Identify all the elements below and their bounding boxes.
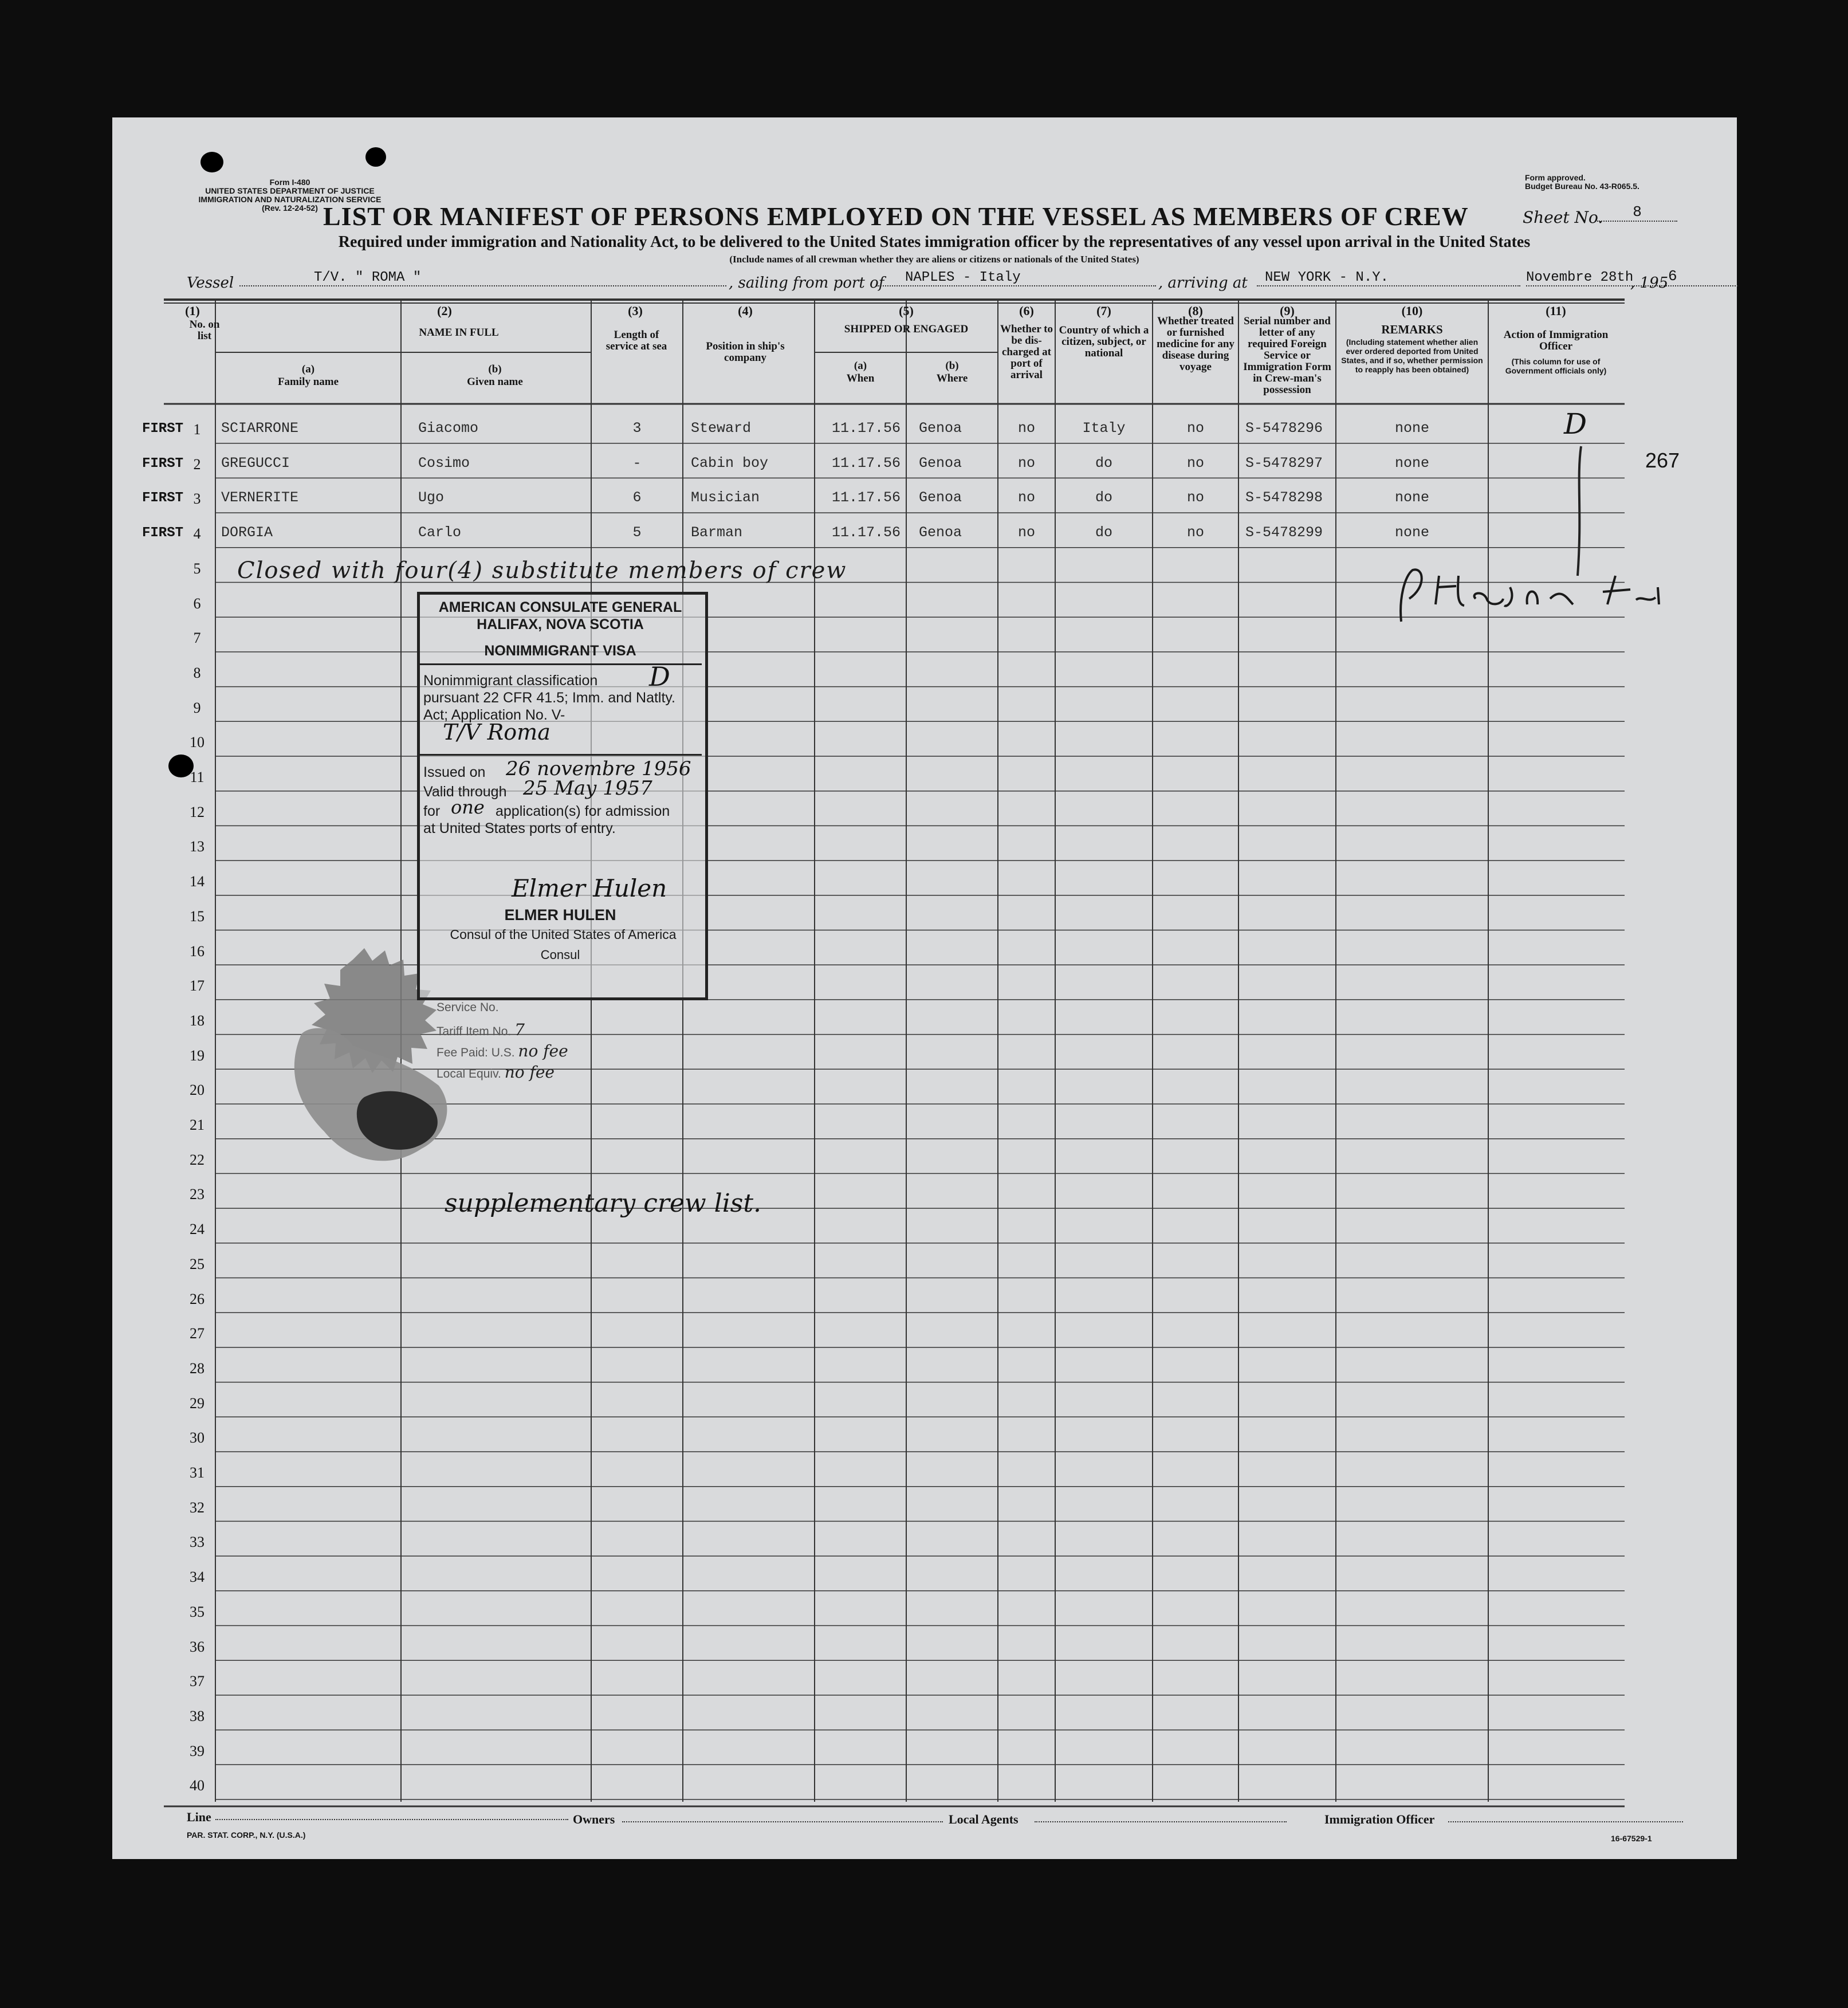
service-cell: 5 <box>632 524 642 541</box>
vessel-label: Vessel <box>187 274 234 292</box>
col8-header: Whether treated or furnished medicine for any disease during voyage <box>1157 315 1234 373</box>
footer-agents-blank <box>1035 1821 1287 1822</box>
stamp-issued-label: Issued on <box>423 764 486 780</box>
form-approval <box>1525 174 1731 191</box>
position-cell: Barman <box>691 524 743 541</box>
service-cell: 3 <box>632 420 642 437</box>
discharged-cell: no <box>1017 489 1035 506</box>
row-number: 29 <box>190 1394 205 1412</box>
arriving-at-value: NEW YORK - N.Y. <box>1265 270 1389 285</box>
col2b-header: Given name <box>467 376 523 388</box>
row-number: 32 <box>190 1499 205 1516</box>
col5b-header: Where <box>936 372 968 384</box>
note: (Include names of all crewman whether they are aliens or citizens or nationals of the United States) <box>729 254 1139 265</box>
discharged-cell: no <box>1017 524 1035 541</box>
tariff-item <box>437 1020 568 1039</box>
sailing-label: , sailing from port of <box>729 274 884 292</box>
serial-cell: S-5478299 <box>1245 524 1323 541</box>
sheet-label: Sheet No. <box>1523 208 1603 227</box>
stamp-valid: 25 May 1957 <box>523 777 652 800</box>
shipped-when-cell: 11.17.56 <box>832 524 901 541</box>
action-bracket <box>1567 444 1590 581</box>
shipped-where-cell: Genoa <box>919 420 962 437</box>
footer-agents-label: Local Agents <box>949 1812 1019 1826</box>
col2-header: NAME IN FULL <box>419 327 499 339</box>
agency-name: UNITED STATES DEPARTMENT OF JUSTICE <box>205 186 375 195</box>
stamp-for-label: for <box>423 803 441 819</box>
shipped-when-cell: 11.17.56 <box>832 454 901 471</box>
row-number: 16 <box>190 942 205 960</box>
row-number: 15 <box>190 907 205 925</box>
treated-cell: no <box>1186 489 1204 506</box>
row-number: 17 <box>190 977 205 995</box>
family-name-cell: VERNERITE <box>221 489 299 506</box>
tariff-value: 7 <box>514 1020 525 1039</box>
service-no <box>437 1001 568 1015</box>
row-number: 39 <box>190 1742 205 1759</box>
col2-number: (2) <box>437 304 452 318</box>
col6-number: (6) <box>1019 304 1034 318</box>
serial-cell: S-5478298 <box>1245 489 1323 506</box>
shipped-where-cell: Genoa <box>919 524 962 541</box>
serial-cell: S-5478296 <box>1245 420 1323 437</box>
form-revision: (Rev. 12-24-52) <box>262 203 318 213</box>
tariff-label: Tariff Item No. <box>437 1025 512 1038</box>
shipped-where-cell: Genoa <box>919 454 962 471</box>
given-name-cell: Ugo <box>418 489 445 506</box>
row-number: 12 <box>190 803 205 820</box>
position-cell: Cabin boy <box>691 454 769 471</box>
fee-value: no fee <box>518 1042 568 1060</box>
subtitle: Required under immigration and Nationality Act, to be delivered to the United States immigration officer by the representatives of any vessel upon arrival in the United States <box>338 233 1531 251</box>
visa-stamp <box>417 592 708 1000</box>
col11-number: (11) <box>1546 304 1566 318</box>
budget-bureau-line: Budget Bureau No. 43-R065.5. <box>1525 182 1639 191</box>
stamp-application-label: Act; Application No. V- <box>423 707 565 723</box>
agency-service: IMMIGRATION AND NATURALIZATION SERVICE <box>198 195 382 204</box>
year-prefix: , 195 <box>1630 274 1669 292</box>
stamp-for-rest: application(s) for admission <box>496 803 670 819</box>
row-number: 34 <box>190 1569 205 1586</box>
row-number: 6 <box>193 595 201 612</box>
sheet-number: 8 <box>1597 203 1677 222</box>
col5b-sub: (b) <box>945 360 959 372</box>
page-title: LIST OR MANIFEST OF PERSONS EMPLOYED ON THE VESSEL AS MEMBERS OF CREW <box>323 202 1469 231</box>
local-label: Local Equiv. <box>437 1067 501 1080</box>
col1-number: (1) <box>185 304 200 318</box>
row-number: 31 <box>190 1464 205 1481</box>
col6-header: Whether to be dis-charged at port of arrival <box>1000 323 1053 381</box>
position-cell: Steward <box>691 420 752 437</box>
sailing-from-value: NAPLES - Italy <box>905 270 1021 285</box>
col11-header: Action of Immigration Officer <box>1503 329 1609 352</box>
remarks-cell: none <box>1394 489 1429 506</box>
col5-header: SHIPPED OR ENGAGED <box>844 323 969 335</box>
row-number: 9 <box>193 699 201 716</box>
row-number: 36 <box>190 1638 205 1655</box>
service-no-label: Service No. <box>437 1001 499 1014</box>
footer-line-label: Line <box>187 1810 211 1824</box>
col4-number: (4) <box>738 304 753 318</box>
given-name-cell: Cosimo <box>418 454 470 471</box>
row-number: 18 <box>190 1012 205 1029</box>
country-cell: do <box>1095 524 1112 541</box>
country-cell: do <box>1095 489 1112 506</box>
class-label: FIRST <box>142 421 184 437</box>
closed-note: Closed with four(4) substitute members of crew <box>237 557 847 584</box>
family-name-cell: GREGUCCI <box>221 454 290 471</box>
col10-note: (Including statement whether alien ever ordered deported from United States, and if so, whether permission to reapply has been obtained) <box>1341 337 1483 374</box>
vessel-name-value: T/V. " ROMA " <box>314 270 422 285</box>
arriving-label: , arriving at <box>1158 274 1248 292</box>
treated-cell: no <box>1186 524 1204 541</box>
discharged-cell: no <box>1017 454 1035 471</box>
treated-cell: no <box>1186 420 1204 437</box>
position-cell: Musician <box>691 489 760 506</box>
country-cell: do <box>1095 454 1112 471</box>
family-name-cell: SCIARRONE <box>221 420 299 437</box>
stamp-classification-label: Nonimmigrant classification <box>423 673 598 689</box>
row-number: 21 <box>190 1117 205 1133</box>
country-cell: Italy <box>1082 420 1126 437</box>
footer-line-blank <box>215 1819 568 1820</box>
stamp-classification: D <box>649 661 670 692</box>
consul-signature: Elmer Hulen <box>512 874 667 902</box>
stamp-issued: 26 novembre 1956 <box>506 757 691 780</box>
class-label: FIRST <box>142 525 184 541</box>
punch-hole-top-left <box>200 152 223 172</box>
footer-owners-label: Owners <box>573 1812 615 1826</box>
stamp-consul-title: Consul of the United States of America <box>450 927 677 942</box>
col5a-header: When <box>846 372 875 384</box>
remarks-cell: none <box>1394 524 1429 541</box>
row-number: 14 <box>190 873 205 890</box>
fee-block <box>437 1001 568 1082</box>
arriving-at <box>1257 270 1520 286</box>
col10-header: REMARKS <box>1381 323 1443 336</box>
row-number: 11 <box>190 769 205 785</box>
col1-header: No. on list <box>189 319 220 342</box>
remarks-cell: none <box>1394 454 1429 471</box>
arrival-date-value: Novembre 28th <box>1526 270 1634 285</box>
row-number: 1 <box>193 421 201 438</box>
stamp-divider-2 <box>420 754 702 756</box>
col2a-header: Family name <box>277 376 339 388</box>
page-count: 267 <box>1645 449 1680 472</box>
punch-hole-top-right <box>365 147 386 167</box>
footer-owners-blank <box>622 1821 943 1822</box>
local-value: no fee <box>504 1063 555 1082</box>
local-equiv <box>437 1063 568 1082</box>
stamp-consul-name: ELMER HULEN <box>504 906 616 924</box>
row-number: 27 <box>190 1325 205 1342</box>
stamp-pursuant: pursuant 22 CFR 41.5; Imm. and Natlty. <box>423 690 676 706</box>
year-suffix: 6 <box>1668 268 1677 285</box>
stamp-consulate: AMERICAN CONSULATE GENERAL <box>438 599 682 615</box>
col11-note: (This column for use of Government officials only) <box>1505 357 1607 375</box>
col9-header: Serial number and letter of any required Foreign Service or Immigration Form in Crew-man's possession <box>1243 315 1331 396</box>
col4-header: Position in ship's company <box>706 340 785 364</box>
given-name-cell: Carlo <box>418 524 462 541</box>
col5a-sub: (a) <box>854 360 867 372</box>
col2a-sub: (a) <box>301 363 315 375</box>
col8-number: (8) <box>1188 304 1203 318</box>
col7-number: (7) <box>1096 304 1111 318</box>
col10-number: (10) <box>1401 304 1423 318</box>
fee-paid <box>437 1042 568 1060</box>
row-number: 3 <box>193 490 201 508</box>
row-number: 25 <box>190 1255 205 1272</box>
family-name-cell: DORGIA <box>221 524 273 541</box>
shipped-when-cell: 11.17.56 <box>832 489 901 506</box>
stamp-ports: at United States ports of entry. <box>423 820 616 836</box>
stamp-for-value: one <box>451 796 485 818</box>
row-number: 8 <box>193 664 201 681</box>
approval-line: Form approved. <box>1525 173 1586 182</box>
row-number: 35 <box>190 1603 205 1620</box>
row-number: 5 <box>193 560 201 577</box>
class-label: FIRST <box>142 490 184 506</box>
stamp-application-value: T/V Roma <box>443 720 551 745</box>
serial-cell: S-5478297 <box>1245 454 1323 471</box>
row-number: 4 <box>193 525 201 543</box>
row-number: 24 <box>190 1221 205 1238</box>
action-mark: D <box>1564 407 1587 441</box>
row-number: 30 <box>190 1429 205 1447</box>
col7-header: Country of which a citizen, subject, or national <box>1059 324 1149 359</box>
stamp-location: HALIFAX, NOVA SCOTIA <box>477 616 644 632</box>
row-number: 26 <box>190 1290 205 1307</box>
col3-number: (3) <box>628 304 643 318</box>
stamp-visa-type: NONIMMIGRANT VISA <box>484 643 636 659</box>
shipped-when-cell: 11.17.56 <box>832 420 901 437</box>
service-cell: 6 <box>632 489 642 506</box>
service-cell: - <box>632 454 642 471</box>
stamp-consul-short: Consul <box>540 948 580 962</box>
printer-mark: PAR. STAT. CORP., N.Y. (U.S.A.) <box>187 1830 306 1840</box>
form-code: 16-67529-1 <box>1611 1834 1652 1843</box>
row-number: 40 <box>190 1777 205 1794</box>
class-label: FIRST <box>142 455 184 471</box>
col3-header: Length of service at sea <box>605 329 667 352</box>
row-number: 7 <box>193 630 201 647</box>
remarks-cell: none <box>1394 420 1429 437</box>
sailing-from <box>876 270 1156 286</box>
shipped-where-cell: Genoa <box>919 489 962 506</box>
discharged-cell: no <box>1017 420 1035 437</box>
row-number: 13 <box>190 838 205 855</box>
row-number: 22 <box>190 1151 205 1168</box>
row-number: 10 <box>190 734 205 751</box>
vessel-name <box>239 270 726 286</box>
inspector-signature <box>1390 564 1676 633</box>
col2b-sub: (b) <box>488 363 502 375</box>
row-number: 38 <box>190 1707 205 1724</box>
row-number: 28 <box>190 1359 205 1377</box>
col9-number: (9) <box>1280 304 1295 318</box>
row-number: 33 <box>190 1534 205 1551</box>
manifest-sheet <box>112 117 1737 1859</box>
treated-cell: no <box>1186 454 1204 471</box>
fee-label: Fee Paid: U.S. <box>437 1046 515 1059</box>
col5-number: (5) <box>899 304 914 318</box>
row-number: 23 <box>190 1186 205 1203</box>
given-name-cell: Giacomo <box>418 420 479 437</box>
row-number: 2 <box>193 455 201 473</box>
footer-officer-label: Immigration Officer <box>1324 1812 1435 1826</box>
row-number: 19 <box>190 1047 205 1064</box>
row-number: 20 <box>190 1082 205 1099</box>
stamp-valid-label: Valid through <box>423 784 507 800</box>
supplementary-note: supplementary crew list. <box>445 1189 762 1218</box>
row-number: 37 <box>190 1673 205 1690</box>
form-number: Form I-480 <box>269 178 310 187</box>
footer-officer-blank <box>1448 1821 1683 1822</box>
